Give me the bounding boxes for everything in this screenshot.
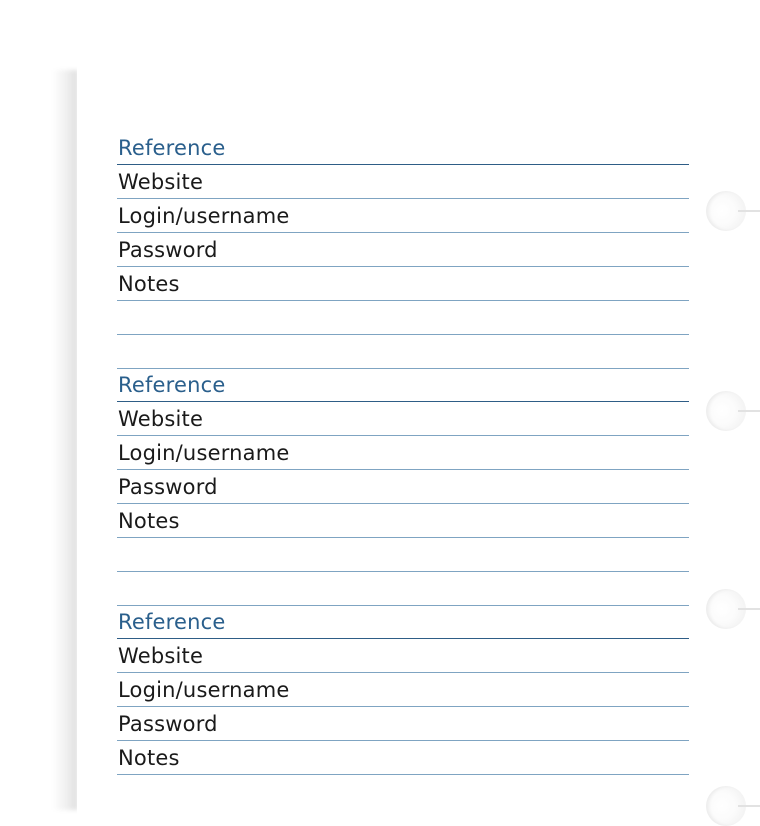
- password-entry-block: [117, 605, 689, 775]
- reference-label: Reference: [118, 610, 226, 634]
- password-entry-block: [117, 131, 689, 369]
- password-row[interactable]: [117, 233, 689, 267]
- password-label: Password: [118, 712, 218, 736]
- website-label: Website: [118, 170, 204, 194]
- reference-row[interactable]: [117, 368, 689, 402]
- website-row[interactable]: [117, 402, 689, 436]
- blank-notes-line[interactable]: [117, 538, 689, 572]
- page-edge-shadow: [52, 70, 78, 810]
- notes-label: Notes: [118, 509, 180, 533]
- notes-label: Notes: [118, 272, 180, 296]
- notes-label: Notes: [118, 746, 180, 770]
- binder-hole: [706, 786, 746, 826]
- website-row[interactable]: [117, 165, 689, 199]
- login-username-row[interactable]: [117, 673, 689, 707]
- notes-row[interactable]: [117, 267, 689, 301]
- binder-hole: [706, 589, 746, 629]
- binder-hole: [706, 391, 746, 431]
- login-username-row[interactable]: [117, 436, 689, 470]
- blank-notes-line[interactable]: [117, 335, 689, 369]
- login-username-row[interactable]: [117, 199, 689, 233]
- login-username-label: Login/username: [118, 204, 290, 228]
- notes-row[interactable]: [117, 741, 689, 775]
- login-username-label: Login/username: [118, 441, 290, 465]
- password-entry-block: [117, 368, 689, 606]
- website-row[interactable]: [117, 639, 689, 673]
- login-username-label: Login/username: [118, 678, 290, 702]
- reference-row[interactable]: [117, 131, 689, 165]
- password-row[interactable]: [117, 470, 689, 504]
- password-label: Password: [118, 475, 218, 499]
- website-label: Website: [118, 407, 204, 431]
- website-label: Website: [118, 644, 204, 668]
- reference-label: Reference: [118, 136, 226, 160]
- blank-notes-line[interactable]: [117, 572, 689, 606]
- password-label: Password: [118, 238, 218, 262]
- blank-notes-line[interactable]: [117, 301, 689, 335]
- reference-row[interactable]: [117, 605, 689, 639]
- binder-hole: [706, 191, 746, 231]
- password-row[interactable]: [117, 707, 689, 741]
- notes-row[interactable]: [117, 504, 689, 538]
- reference-label: Reference: [118, 373, 226, 397]
